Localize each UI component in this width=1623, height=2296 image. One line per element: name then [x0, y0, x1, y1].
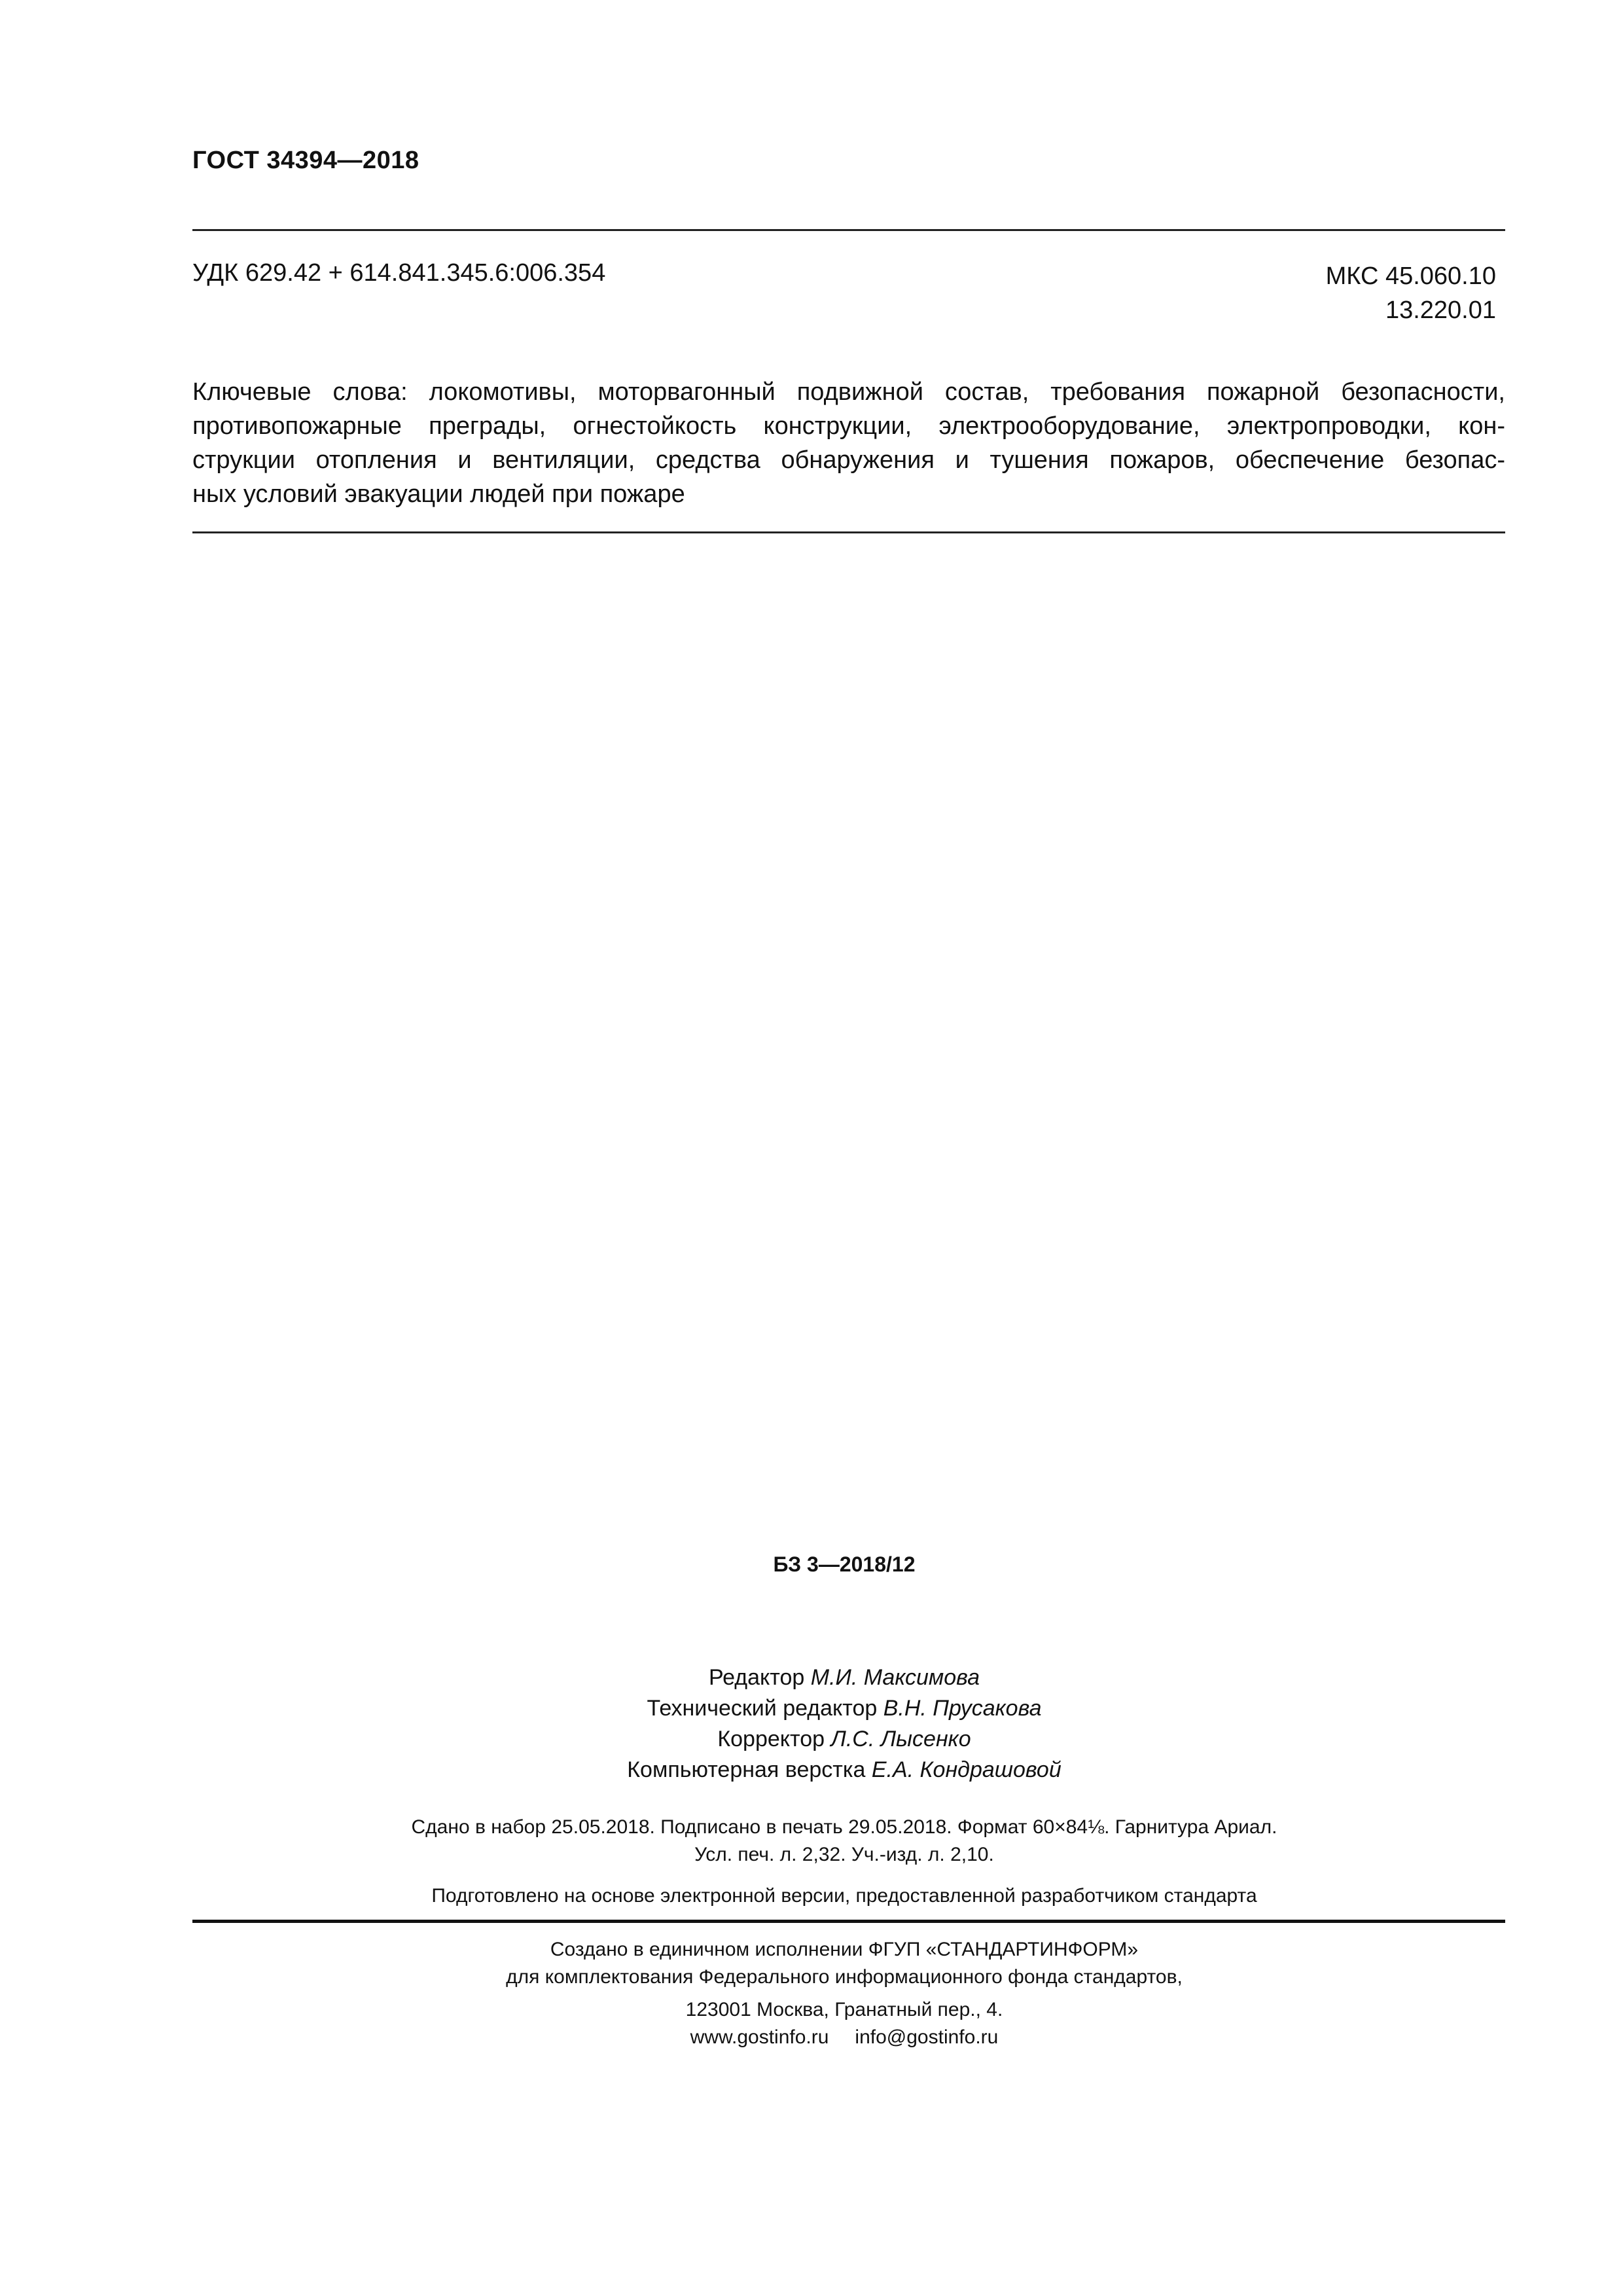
editor-label: Редактор	[708, 1665, 805, 1690]
tech-editor-name: В.Н. Прусакова	[883, 1696, 1042, 1721]
publisher-line-2: для комплектования Федерального информационного фонда стандартов,	[506, 1966, 1183, 1988]
publisher-info	[0, 1936, 1623, 1991]
print-info-line-2: Усл. печ. л. 2,32. Уч.-изд. л. 2,10.	[694, 1844, 994, 1865]
top-divider	[192, 229, 1505, 231]
print-info	[0, 1814, 1623, 1869]
print-info-line-1: Сдано в набор 25.05.2018. Подписано в печать 29.05.2018. Формат 60×84⅛. Гарнитура Ариал.	[411, 1816, 1277, 1838]
bz-number: БЗ 3—2018/12	[773, 1552, 916, 1576]
keywords-line: струкции отопления и вентиляции, средства обнаружения и тушения пожаров, обеспечение безопас-	[192, 446, 1505, 474]
keywords-line: ных условий эвакуации людей при пожаре	[192, 480, 685, 508]
mks-codes	[1326, 259, 1496, 327]
footer-divider	[192, 1920, 1505, 1923]
publisher-address: 123001 Москва, Гранатный пер., 4.	[685, 1999, 1003, 2020]
website-link[interactable]: www.gostinfo.ru	[690, 2026, 829, 2048]
editor-credit	[0, 1662, 1623, 1693]
credits-block	[0, 1662, 1623, 1785]
layout-name: Е.А. Кондрашовой	[871, 1757, 1061, 1782]
prepared-note: Подготовлено на основе электронной версии, предоставленной разработчиком стандарта	[431, 1885, 1257, 1907]
layout-credit	[0, 1755, 1623, 1785]
editor-name: М.И. Максимова	[810, 1665, 980, 1690]
keywords-paragraph	[192, 375, 1505, 511]
standard-id: ГОСТ 34394—2018	[192, 147, 419, 174]
udk-code: УДК 629.42 + 614.841.345.6:006.354	[192, 259, 606, 287]
keywords-line: противопожарные преграды, огнестойкость конструкции, электрооборудование, электропроводки, кон-	[192, 412, 1505, 440]
email-link[interactable]: info@gostinfo.ru	[855, 2026, 999, 2048]
corrector-name: Л.С. Лысенко	[830, 1727, 971, 1751]
keywords-divider	[192, 531, 1505, 533]
layout-label: Компьютерная верстка	[627, 1757, 866, 1782]
tech-editor-label: Технический редактор	[647, 1696, 878, 1721]
publisher-contacts	[0, 1996, 1623, 2051]
publisher-line-1: Создано в единичном исполнении ФГУП «СТАНДАРТИНФОРМ»	[550, 1939, 1139, 1960]
corrector-credit	[0, 1724, 1623, 1755]
publisher-links	[0, 2024, 1623, 2051]
corrector-label: Корректор	[717, 1727, 825, 1751]
mks-code-1: МКС 45.060.10	[1325, 262, 1496, 290]
keywords-line: Ключевые слова: локомотивы, моторвагонный подвижной состав, требования пожарной безопасности,	[192, 378, 1505, 406]
tech-editor-credit	[0, 1693, 1623, 1724]
mks-code-2: 13.220.01	[1385, 296, 1496, 324]
